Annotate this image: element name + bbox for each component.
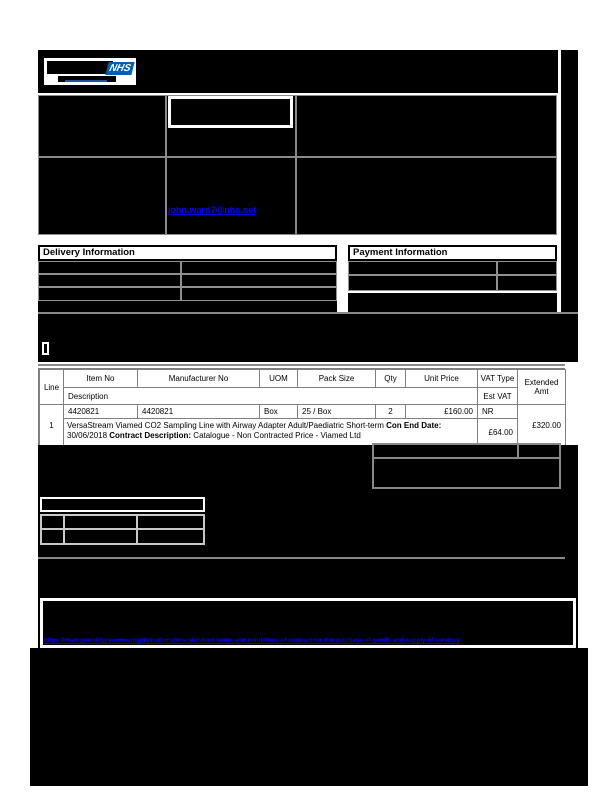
- redacted-cell: [39, 262, 180, 273]
- item-row-est-vat: £64.00: [477, 418, 518, 446]
- redacted-cell: [182, 275, 336, 286]
- description-text: VersaStream Viamed CO2 Sampling Line with Airway Adapter Adult/Paediatric Short-term: [67, 421, 387, 430]
- redacted-cell: [182, 288, 336, 300]
- terms-box: [40, 598, 576, 648]
- payment-info-header: [348, 245, 557, 261]
- redacted-logo-text: [47, 61, 113, 74]
- col-header-uom: UOM: [259, 369, 298, 388]
- redacted-cell: [65, 530, 136, 543]
- contact-email-link[interactable]: john.ward7@nhs.net: [168, 205, 257, 215]
- redacted-bar: [38, 301, 337, 312]
- totals-divider: [374, 457, 559, 459]
- item-row-manufacturer-no: 4420821: [137, 404, 260, 419]
- item-row-uom: Box: [259, 404, 298, 419]
- description-contract-value: Catalogue - Non Contracted Price - Viamed Ltd: [191, 431, 361, 440]
- redacted-cell: [39, 96, 165, 156]
- item-row-item-no: 4420821: [63, 404, 138, 419]
- col-header-line: Line: [39, 369, 64, 405]
- redacted-cell: [167, 158, 295, 234]
- terms-url-link[interactable]: https://www.gov.uk/government/publications/nhs-standard-terms-and-conditions-of-contract-for-the-purchase-of-goods-and-supply-of-services: [44, 637, 460, 644]
- col-header-manufacturer-no: Manufacturer No: [137, 369, 260, 388]
- redacted-cell: [65, 516, 136, 528]
- redacted-cell: [297, 158, 556, 234]
- redacted-cell: [349, 262, 496, 274]
- col-header-pack-size: Pack Size: [297, 369, 376, 388]
- redacted-cell: [42, 530, 63, 543]
- redacted-cell: [39, 288, 180, 300]
- item-row-pack-size: 25 / Box: [297, 404, 376, 419]
- redacted-footer-block: [30, 648, 588, 786]
- payment-info-table: [348, 261, 557, 291]
- redacted-cell: [498, 276, 556, 290]
- left-table-header: [40, 497, 205, 512]
- item-row-unit-price: £160.00: [405, 404, 478, 419]
- redacted-cell: [138, 516, 203, 528]
- item-row-qty: 2: [375, 404, 406, 419]
- order-info-table: [38, 95, 557, 235]
- redacted-bar: [348, 293, 557, 312]
- left-table-grid: [40, 514, 205, 545]
- description-con-end-date-value: 30/06/2018: [67, 431, 110, 440]
- col-header-item-no: Item No: [63, 369, 138, 388]
- item-row-vat-type: NR: [477, 404, 518, 419]
- description-contract-label: Contract Description:: [109, 431, 192, 440]
- redacted-cell: [39, 158, 165, 234]
- col-header-description: Description: [63, 387, 478, 405]
- redacted-cell: [182, 262, 336, 273]
- col-header-qty: Qty: [375, 369, 406, 388]
- redacted-cell: [498, 262, 556, 274]
- redacted-block: [38, 312, 578, 362]
- highlighted-redacted-box: [168, 96, 293, 128]
- totals-divider: [517, 445, 519, 457]
- item-row-line: 1: [39, 404, 64, 446]
- col-header-est-vat: Est VAT: [477, 387, 518, 405]
- redacted-cell: [138, 530, 203, 543]
- delivery-info-header: [38, 245, 337, 261]
- redacted-cell: [39, 275, 180, 286]
- redacted-cell: [297, 96, 556, 156]
- redacted-logo-subtext: [58, 76, 116, 82]
- col-header-extended-amt: Extended Amt: [517, 369, 566, 405]
- small-redacted-box: [42, 342, 49, 355]
- nhs-logo: [44, 58, 136, 85]
- description-con-end-date-label: Con End Date:: [386, 421, 442, 430]
- divider-line: [38, 364, 565, 366]
- logo-subtext-blue-trace: [65, 80, 107, 82]
- nhs-lozenge-icon: [105, 62, 134, 75]
- line-items-table: [38, 368, 565, 445]
- delivery-info-title: Delivery Information: [43, 247, 135, 258]
- col-header-unit-price: Unit Price: [405, 369, 478, 388]
- nhs-logo-label: NHS: [108, 63, 132, 74]
- divider-line: [38, 557, 565, 559]
- item-row-extended-amt: £320.00: [517, 404, 566, 446]
- payment-info-title: Payment Information: [353, 247, 448, 258]
- col-header-vat-type: VAT Type: [477, 369, 518, 388]
- delivery-info-table: [38, 261, 337, 301]
- item-row-description: [63, 418, 478, 446]
- redacted-cell: [42, 516, 63, 528]
- totals-table: [372, 443, 561, 489]
- redacted-cell: [349, 276, 496, 290]
